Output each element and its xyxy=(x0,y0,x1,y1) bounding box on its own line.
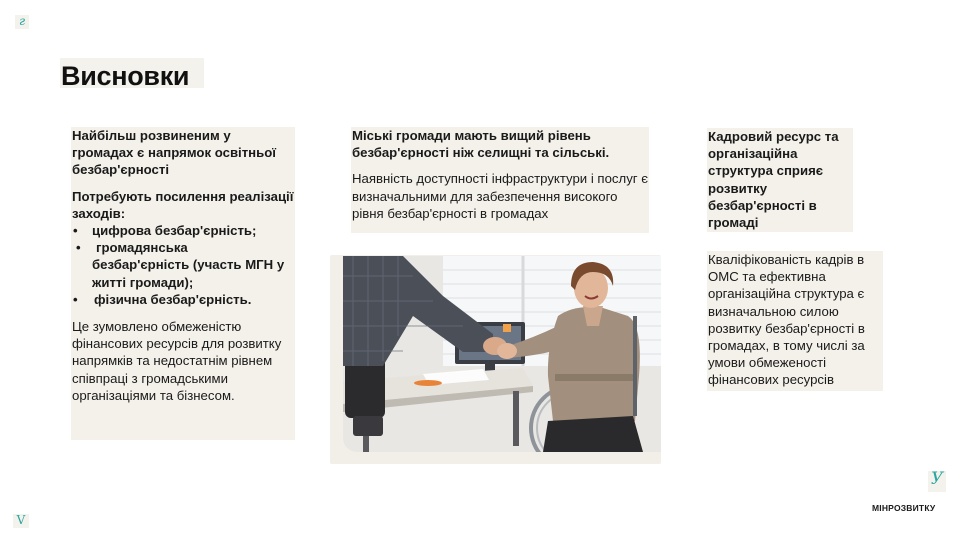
bullet-icon: • xyxy=(76,240,81,256)
list-item-text: фізична безбар'єрність. xyxy=(94,291,252,307)
ministry-logo-text: МІНРОЗВИТКУ xyxy=(872,503,936,513)
right-card-heading-box xyxy=(707,128,853,232)
left-card xyxy=(71,127,295,440)
right-card-body: Кваліфікованість кадрів в ОМС та ефективна організаційна структура є визначальною силою розвитку безбар'єрності в громадах, в тому числі за умови обмеженості фінансових ресурсів xyxy=(708,252,865,388)
list-item-text-continued: безбар'єрність (участь МГН у житті громади); xyxy=(92,257,285,290)
list-item-text: громадянська xyxy=(96,240,188,256)
slide-title: Висновки xyxy=(61,61,190,91)
list-item xyxy=(72,239,294,291)
corner-mark-bottom-right: У xyxy=(928,471,946,492)
list-item-text: цифрова безбар'єрність; xyxy=(92,223,257,239)
middle-card xyxy=(351,127,649,233)
middle-card-heading: Міські громади мають вищий рівень безбар'єрності ніж селищні та сільські. xyxy=(352,128,610,161)
list-item xyxy=(72,222,294,239)
handshake-photo-icon xyxy=(343,256,661,452)
left-card-heading: Найбільш розвиненим у громадах є напрямок освітньої безбар'єрності xyxy=(72,128,277,178)
corner-mark-bottom-left: V xyxy=(13,514,29,528)
left-card-list xyxy=(72,222,294,308)
bullet-icon: • xyxy=(73,291,78,307)
right-card-heading: Кадровий ресурс та організаційна структура сприяє розвитку безбар'єрності в громаді xyxy=(708,129,839,231)
left-card-body: Це зумовлено обмеженістю фінансових ресурсів для розвитку напрямків та недостатнім рівнем співпраці з громадськими організаціями та бізнесом. xyxy=(72,319,282,403)
middle-card-body: Наявність доступності інфраструктури і послуг є визначальними для забезпечення високого рівня безбар'єрності в громадах xyxy=(352,171,648,221)
bullet-icon: • xyxy=(73,223,78,239)
corner-mark-top-left: г xyxy=(15,15,29,29)
list-item xyxy=(72,291,294,308)
left-card-subheading: Потребують посилення реалізації заходів: xyxy=(72,188,294,221)
right-card-body-box xyxy=(707,251,883,391)
